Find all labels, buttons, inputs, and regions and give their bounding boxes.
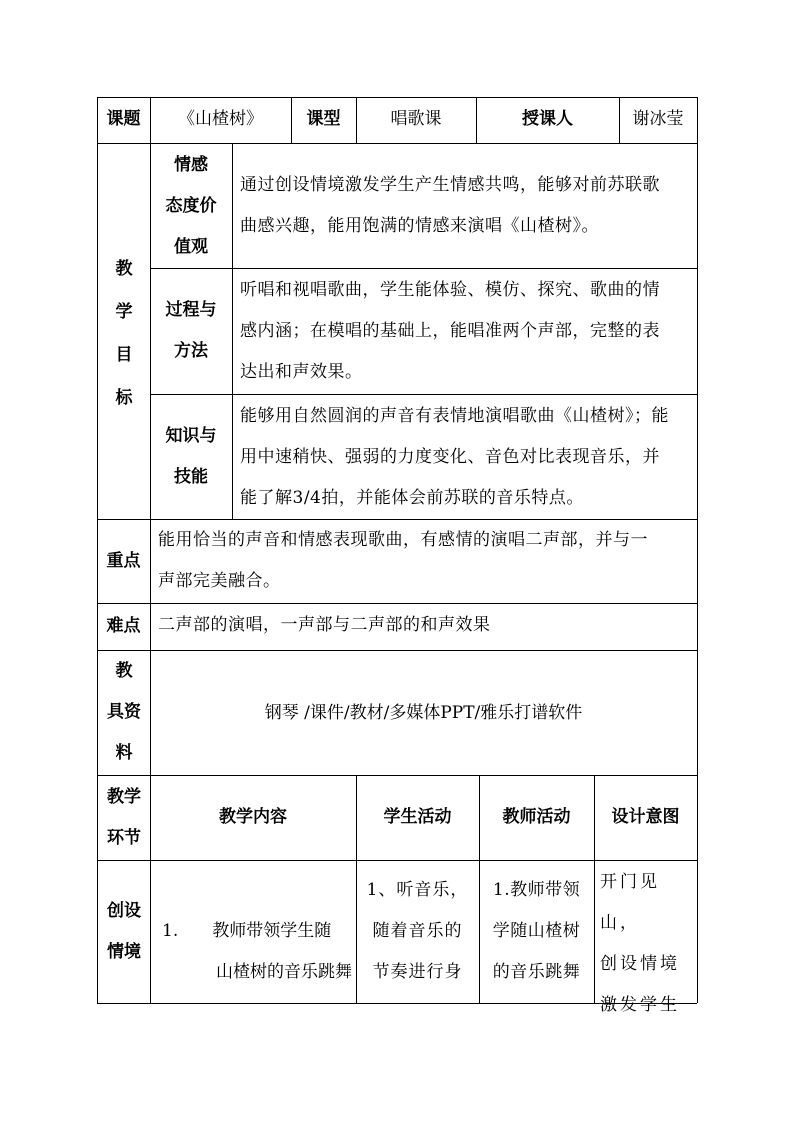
row-divider-keypoint <box>97 603 697 604</box>
materials-text: 钢琴 /课件/教材/多媒体PPT/雅乐打谱软件 <box>264 703 583 723</box>
teacher-activity-header: 教师活动 <box>502 807 571 827</box>
scenario-student-line: 1、听音乐， <box>366 880 469 900</box>
process-label <box>150 290 232 372</box>
materials-label-line: 料 <box>115 743 133 763</box>
scenario-label <box>98 891 150 973</box>
difficulty-label: 难点 <box>106 616 141 636</box>
scenario-student-line: 随着音乐的 <box>372 921 463 941</box>
stage-label-line: 教学 <box>107 787 141 807</box>
materials-label-line: 教 <box>115 661 133 681</box>
process-text-line: 达出和声效果。 <box>240 362 363 382</box>
content-header: 教学内容 <box>219 807 287 827</box>
scenario-teacher-line: 学随山楂树 <box>492 921 581 941</box>
objectives-label-line: 目 <box>115 345 133 365</box>
materials-label <box>98 651 150 774</box>
emotion-label-line: 情感 <box>174 155 208 175</box>
teacher-label: 授课人 <box>522 109 573 129</box>
knowledge-label-line: 知识与 <box>165 426 217 446</box>
keypoint-text <box>158 520 695 602</box>
process-text <box>240 270 695 393</box>
knowledge-label <box>150 416 232 498</box>
scenario-label-line: 情境 <box>107 942 141 962</box>
scenario-intent <box>600 862 694 1026</box>
keypoint-text-line: 声部完美融合。 <box>158 571 281 591</box>
teacher-value: 谢冰莹 <box>632 109 684 129</box>
objectives-label-line: 标 <box>115 388 133 408</box>
keypoint-label: 重点 <box>106 551 141 571</box>
process-text-line: 感内涵；在模唱的基础上，能唱准两个声部，完整的表 <box>240 321 660 341</box>
table-border-right <box>697 97 698 1003</box>
type-label: 课型 <box>306 109 341 129</box>
scenario-teacher <box>481 870 592 993</box>
knowledge-label-line: 技能 <box>174 467 208 487</box>
scenario-student-line: 节奏进行身 <box>372 962 463 982</box>
scenario-intent-line: 创设情境 <box>600 954 680 974</box>
process-label-line: 过程与 <box>165 300 217 320</box>
scenario-label-line: 创设 <box>107 901 141 921</box>
emotion-label-line: 值观 <box>174 237 208 257</box>
emotion-label <box>150 145 232 268</box>
row-divider-difficulty <box>97 650 697 651</box>
process-text-line: 听唱和视唱歌曲，学生能体验、模仿、探究、歌曲的情 <box>240 280 660 300</box>
scenario-intent-line: 激发学生 <box>600 995 680 1015</box>
col-divider-sublabel <box>232 143 233 519</box>
stage-label <box>98 777 150 859</box>
scenario-student <box>358 870 477 993</box>
emotion-label-line: 态度价 <box>165 196 217 216</box>
knowledge-text-line: 能够用自然圆润的声音有表情地演唱歌曲《山楂树》；能 <box>240 406 669 426</box>
knowledge-text <box>240 396 695 519</box>
objectives-label-line: 教 <box>115 259 133 279</box>
topic-value: 《山楂树》 <box>178 109 263 129</box>
emotion-text-line: 曲感兴趣，能用饱满的情感来演唱《山楂树》。 <box>240 216 599 236</box>
scenario-teacher-line: 的音乐跳舞 <box>492 962 581 982</box>
student-activity-header: 学生活动 <box>383 807 452 827</box>
design-intent-header: 设计意图 <box>611 807 680 827</box>
scenario-intent-line: 开门见山， <box>600 872 660 933</box>
type-value: 唱歌课 <box>390 109 442 129</box>
difficulty-text: 二声部的演唱，一声部与二声部的和声效果 <box>158 615 491 635</box>
row-divider-process-header <box>97 860 697 861</box>
process-label-line: 方法 <box>174 341 208 361</box>
table-border-top <box>97 97 697 98</box>
topic-label: 课题 <box>106 109 141 129</box>
knowledge-text-line: 能了解3/4拍，并能体会前苏联的音乐特点。 <box>240 488 584 508</box>
keypoint-text-line: 能用恰当的声音和情感表现歌曲，有感情的演唱二声部，并与一 <box>158 530 648 550</box>
stage-label-line: 环节 <box>107 828 141 848</box>
scenario-content-line: 1. 教师带领学生随 <box>162 921 332 941</box>
scenario-content <box>162 911 352 993</box>
scenario-content-line: 山楂树的音乐跳舞 <box>216 962 352 982</box>
emotion-text <box>240 165 695 247</box>
row-divider-header <box>97 143 697 144</box>
row-divider-materials <box>97 775 697 776</box>
materials-label-line: 具资 <box>107 702 141 722</box>
scenario-teacher-line: 1.教师带领 <box>492 880 581 900</box>
objectives-label-line: 学 <box>115 302 133 322</box>
emotion-text-line: 通过创设情境激发学生产生情感共鸣，能够对前苏联歌 <box>240 175 660 195</box>
objectives-label <box>98 248 150 420</box>
knowledge-text-line: 用中速稍快、强弱的力度变化、音色对比表现音乐，并 <box>240 447 660 467</box>
